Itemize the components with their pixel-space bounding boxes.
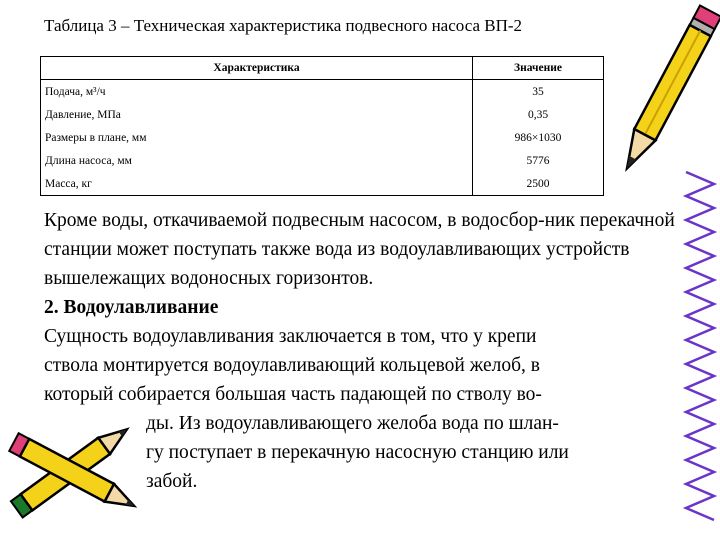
table-caption: Таблица 3 – Техническая характеристика подвесного насоса ВП-2 xyxy=(44,16,523,35)
paragraph-line: который собирается большая часть падающей по стволу во- xyxy=(44,384,542,405)
spec-table xyxy=(40,56,604,196)
row-value: 986×1030 xyxy=(473,126,604,149)
pencil-icon xyxy=(612,0,720,190)
paragraph-intro: Кроме воды, откачиваемой подвесным насосом, в водосбор-ник перекачной станции может поступать также вода из водоулавливающих устройств вышележащих водоносных горизонтов. xyxy=(44,210,675,289)
row-name: Масса, кг xyxy=(41,172,473,196)
table-row xyxy=(41,103,604,126)
row-name: Давление, МПа xyxy=(41,103,473,126)
paragraph-line: Сущность водоулавливания заключается в том, что у крепи xyxy=(44,326,537,347)
table-row xyxy=(41,149,604,172)
row-name: Размеры в плане, мм xyxy=(41,126,473,149)
section-heading: 2. Водоулавливание xyxy=(44,297,219,318)
paragraph-line: ды. Из водоулавливающего желоба вода по шлан- xyxy=(146,413,559,434)
paragraph-line: забой. xyxy=(146,471,198,492)
row-value: 2500 xyxy=(473,172,604,196)
paragraph-line: гу поступает в перекачную насосную станцию или xyxy=(146,442,569,463)
table-header-row xyxy=(41,57,604,80)
row-value: 0,35 xyxy=(473,103,604,126)
crossed-pencils-icon xyxy=(2,404,146,534)
table-row xyxy=(41,172,604,196)
row-name: Длина насоса, мм xyxy=(41,149,473,172)
column-header-characteristic: Характеристика xyxy=(41,57,473,80)
row-value: 35 xyxy=(473,80,604,104)
row-value: 5776 xyxy=(473,149,604,172)
table-row xyxy=(41,80,604,104)
paragraph-line: ствола монтируется водоулавливающий кольцевой желоб, в xyxy=(44,355,540,376)
column-header-value: Значение xyxy=(473,57,604,80)
row-name: Подача, м³/ч xyxy=(41,80,473,104)
table-row xyxy=(41,126,604,149)
spiral-binding-icon xyxy=(680,168,720,540)
